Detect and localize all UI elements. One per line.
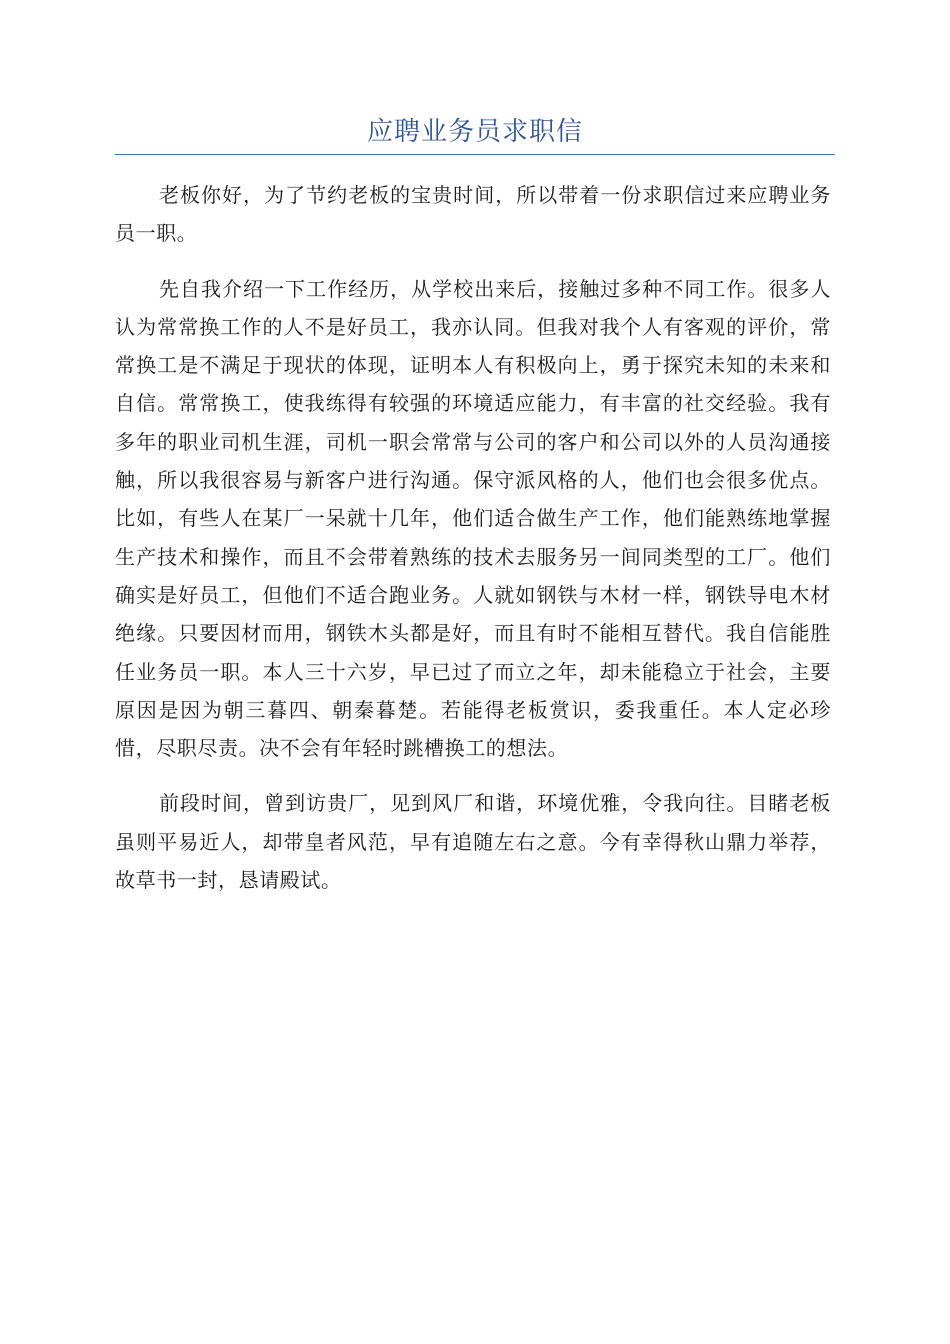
document-body	[115, 176, 831, 916]
document-title: 应聘业务员求职信	[366, 117, 583, 147]
paragraph-greeting: 老板你好，为了节约老板的宝贵时间，所以带着一份求职信过来应聘业务员一职。	[115, 183, 831, 246]
paragraph-closing: 前段时间，曾到访贵厂，见到风厂和谐，环境优雅，令我向往。目睹老板虽则平易近人，却带皇者风范，早有追随左右之意。今有幸得秋山鼎力举荐，故草书一封，恳请殿试。	[115, 791, 831, 893]
title-underline	[115, 154, 835, 155]
paragraph-self-introduction: 先自我介绍一下工作经历，从学校出来后，接触过多种不同工作。很多人认为常常换工作的人不是好员工，我亦认同。但我对我个人有客观的评价，常常换工是不满足于现状的体现，证明本人有积极向上，勇于探究未知的未来和自信。常常换工，使我练得有较强的环境适应能力，有丰富的社交经验。我有多年的职业司机生涯，司机一职会常常与公司的客户和公司以外的人员沟通接触，所以我很容易与新客户进行沟通。保守派风格的人，他们也会很多优点。比如，有些人在某厂一呆就十几年，他们适合做生产工作，他们能熟练地掌握生产技术和操作，而且不会带着熟练的技术去服务另一间同类型的工厂。他们确实是好员工，但他们不适合跑业务。人就如钢铁与木材一样，钢铁导电木材绝缘。只要因材而用，钢铁木头都是好，而且有时不能相互替代。我自信能胜任业务员一职。本人三十六岁，早已过了而立之年，却未能稳立于社会，主要原因是因为朝三暮四、朝秦暮楚。若能得老板赏识，委我重任。本人定必珍惜，尽职尽责。决不会有年轻时跳槽换工的想法。	[115, 276, 831, 761]
